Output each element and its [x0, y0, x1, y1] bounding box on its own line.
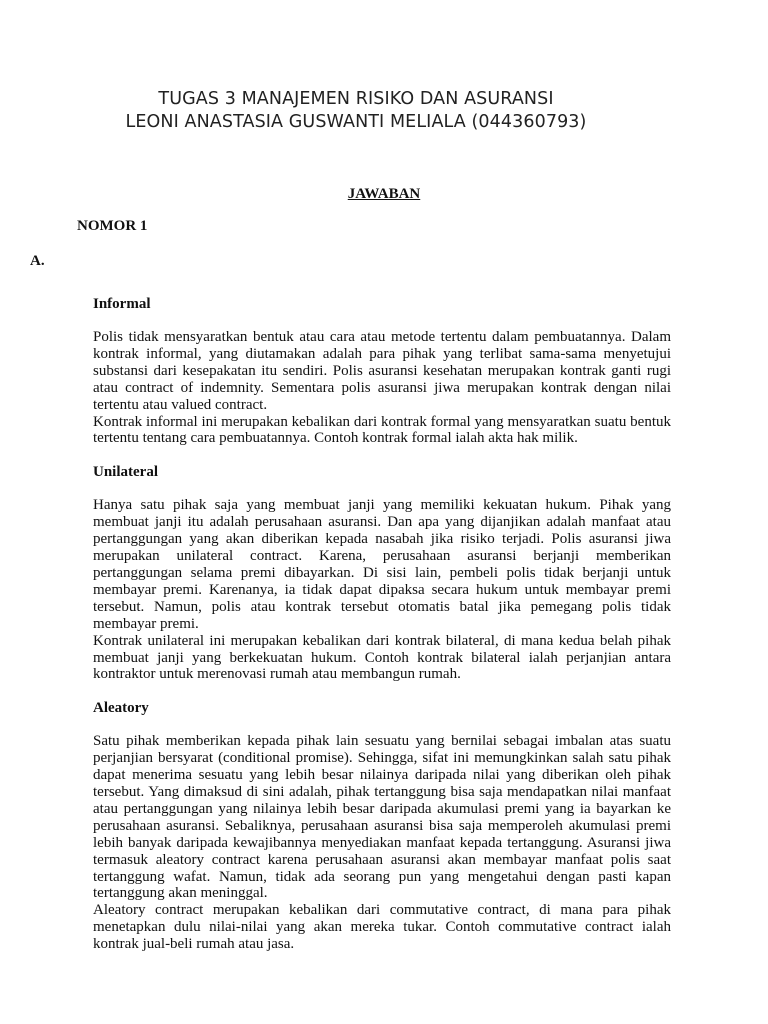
section-unilateral	[93, 464, 671, 683]
section-paragraph: Hanya satu pihak saja yang membuat janji yang memiliki kekuatan hukum. Pihak yang membuat janji itu adalah perusahaan asuransi. Dan apa yang dijanjikan adalah manfaat atau pertanggungan yang akan diberikan kepada nasabah jika risiko terjadi. Polis asuransi jiwa merupakan unilateral contract. Karena, perusahaan asuransi berjanji memberikan pertanggungan selama premi dibayarkan. Di sisi lain, pembeli polis tidak berjanji untuk membayar premi. Karenanya, ia tidak dapat dipaksa secara hukum untuk membayar premi tersebut. Namun, polis atau kontrak tersebut otomatis batal jika pemegang polis tidak membayar premi.	[93, 497, 671, 632]
section-paragraph: Kontrak unilateral ini merupakan kebalikan dari kontrak bilateral, di mana kedua belah pihak membuat janji yang berkekuatan hukum. Contoh kontrak bilateral ialah perjanjian antara kontraktor untuk merenovasi rumah atau membangun rumah.	[93, 632, 671, 683]
part-label: A.	[30, 253, 45, 269]
section-informal	[93, 296, 671, 447]
answer-heading: JAWABAN	[347, 186, 421, 202]
section-heading: Informal	[93, 296, 151, 312]
section-aleatory	[93, 700, 671, 953]
document-title: TUGAS 3 MANAJEMEN RISIKO DAN ASURANSI	[158, 89, 554, 109]
section-paragraph: Aleatory contract merupakan kebalikan dari commutative contract, di mana para pihak menetapkan dulu nilai-nilai yang akan mereka tukar. Contoh commutative contract ialah kontrak jual-beli rumah atau jasa.	[93, 902, 671, 953]
answer-body	[93, 296, 671, 953]
question-number: NOMOR 1	[77, 218, 148, 234]
section-paragraph: Satu pihak memberikan kepada pihak lain sesuatu yang bernilai sebagai imbalan atas suatu perjanjian bersyarat (conditional promise). Sehingga, sifat ini memungkinkan salah satu pihak dapat menerima sesuatu yang lebih besar nilainya daripada nilai yang diberikan oleh pihak tersebut. Yang dimaksud di sini adalah, pihak tertanggung bisa saja mendapatkan nilai manfaat atau pertanggungan yang nilainya lebih besar daripada akumulasi premi yang ia bayarkan ke perusahaan asuransi. Sebaliknya, perusahaan asuransi bisa saja memperoleh akumulasi premi lebih banyak daripada kewajibannya menyediakan manfaat kepada tertanggung. Asuransi jiwa termasuk aleatory contract karena perusahaan asuransi akan membayar manfaat polis saat tertanggung wafat. Namun, tidak ada seorang pun yang mengetahui dengan pasti kapan tertanggung akan meninggal.	[93, 733, 671, 902]
section-heading: Unilateral	[93, 464, 158, 481]
section-heading: Aleatory	[93, 700, 149, 717]
section-paragraph: Polis tidak mensyaratkan bentuk atau cara atau metode tertentu dalam pembuatannya. Dalam kontrak informal, yang diutamakan adalah para pihak yang terlibat sama-sama menyetujui substansi dari kesepakatan itu sendiri. Polis asuransi kesehatan merupakan kontrak ganti rugi atau contract of indemnity. Sementara polis asuransi jiwa merupakan kontrak dengan nilai tertentu atau valued contract.	[93, 329, 671, 413]
section-paragraph: Kontrak informal ini merupakan kebalikan dari kontrak formal yang mensyaratkan suatu bentuk tertentu tentang cara pembuatannya. Contoh kontrak formal ialah akta hak milik.	[93, 413, 671, 447]
author-line: LEONI ANASTASIA GUSWANTI MELIALA (044360793)	[125, 112, 587, 132]
